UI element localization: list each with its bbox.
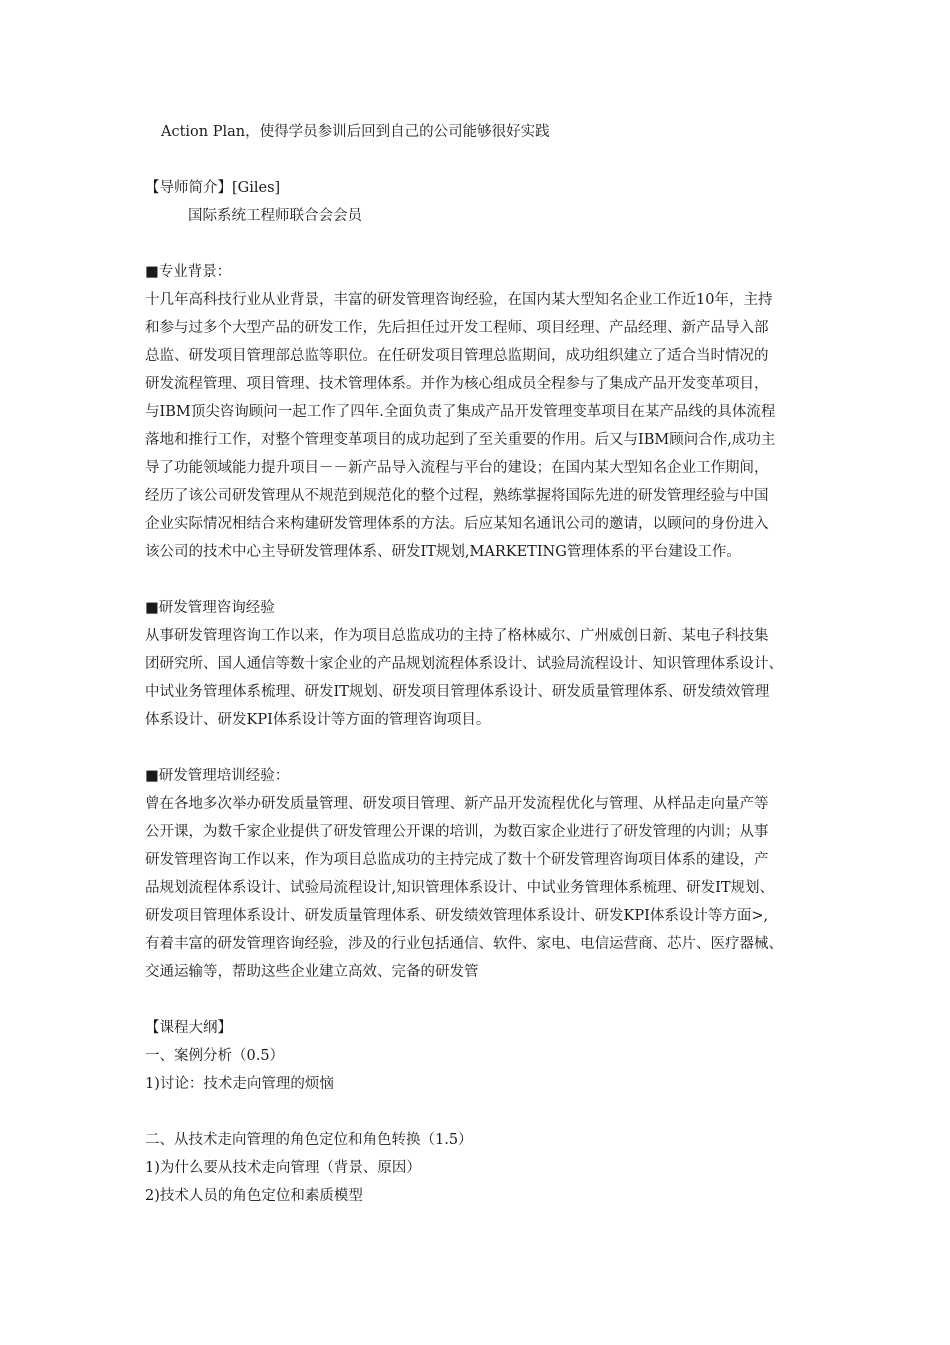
paragraph-line: 与IBM顶尖咨询顾问一起工作了四年.全面负责了集成产品开发管理变革项目在某产品线的具体流程 (145, 404, 776, 420)
paragraph-line: 研发项目管理体系设计、研发质量管理体系、研发绩效管理体系设计、研发KPI体系设计等方面>, (145, 908, 769, 924)
text-line-membership: 国际系统工程师联合会会员 (188, 208, 362, 224)
paragraph-line: 品规划流程体系设计、试验局流程设计,知识管理体系设计、中试业务管理体系梳理、研发IT规划、 (145, 880, 775, 896)
paragraph-line: 从事研发管理咨询工作以来，作为项目总监成功的主持了格林威尔、广州威创日新、某电子科技集 (145, 628, 769, 644)
outline-subitem: 1)为什么要从技术走向管理（背景、原因） (145, 1160, 421, 1176)
paragraph-line: 该公司的技术中心主导研发管理体系、研发IT规划,MARKETING管理体系的平台建设工作。 (145, 544, 741, 560)
paragraph-line: 公开课，为数千家企业提供了研发管理公开课的培训，为数百家企业进行了研发管理的内训；从事 (145, 824, 769, 840)
paragraph-line: 落地和推行工作，对整个管理变革项目的成功起到了至关重要的作用。后又与IBM顾问合作,成功主 (145, 432, 776, 448)
outline-item: 一、案例分析（0.5） (145, 1048, 285, 1064)
paragraph-line: 研发流程管理、项目管理、技术管理体系。并作为核心组成员全程参与了集成产品开发变革项目， (145, 376, 769, 392)
outline-subitem: 1)讨论：技术走向管理的烦恼 (145, 1076, 334, 1092)
subheading-training-experience: ■研发管理培训经验： (145, 768, 290, 784)
paragraph-line: 体系设计、研发KPI体系设计等方面的管理咨询项目。 (145, 712, 491, 728)
paragraph-line: 交通运输等，帮助这些企业建立高效、完备的研发管 (145, 964, 479, 980)
paragraph-line: 团研究所、国人通信等数十家企业的产品规划流程体系设计、试验局流程设计、知识管理体系设计、 (145, 656, 783, 672)
subheading-consulting-experience: ■研发管理咨询经验 (145, 600, 275, 616)
paragraph-line: 十几年高科技行业从业背景，丰富的研发管理咨询经验，在国内某大型知名企业工作近10年，主持 (145, 292, 773, 308)
text-line-action-plan: Action Plan，使得学员参训后回到自己的公司能够很好实践 (161, 124, 550, 140)
paragraph-line: 研发管理咨询工作以来，作为项目总监成功的主持完成了数十个研发管理咨询项目体系的建设，产 (145, 852, 769, 868)
paragraph-line: 和参与过多个大型产品的研发工作，先后担任过开发工程师、项目经理、产品经理、新产品导入部 (145, 320, 769, 336)
paragraph-line: 曾在各地多次举办研发质量管理、研发项目管理、新产品开发流程优化与管理、从样品走向量产等 (145, 796, 769, 812)
subheading-professional-background: ■专业背景： (145, 264, 232, 280)
paragraph-line: 导了功能领域能力提升项目－－新产品导入流程与平台的建设；在国内某大型知名企业工作期间， (145, 460, 769, 476)
paragraph-line: 企业实际情况相结合来构建研发管理体系的方法。后应某知名通讯公司的邀请，以顾问的身份进入 (145, 516, 769, 532)
paragraph-line: 有着丰富的研发管理咨询经验，涉及的行业包括通信、软件、家电、电信运营商、芯片、医疗器械、 (145, 936, 783, 952)
paragraph-line: 中试业务管理体系梳理、研发IT规划、研发项目管理体系设计、研发质量管理体系、研发绩效管理 (145, 684, 770, 700)
outline-item: 二、从技术走向管理的角色定位和角色转换（1.5） (145, 1132, 473, 1148)
paragraph-line: 总监、研发项目管理部总监等职位。在任研发项目管理总监期间，成功组织建立了适合当时情况的 (145, 348, 769, 364)
section-heading-instructor: 【导师简介】[Giles] (145, 180, 281, 196)
paragraph-line: 经历了该公司研发管理从不规范到规范化的整个过程，熟练掌握将国际先进的研发管理经验与中国 (145, 488, 769, 504)
section-heading-course-outline: 【课程大纲】 (145, 1020, 232, 1036)
outline-subitem: 2)技术人员的角色定位和素质模型 (145, 1188, 363, 1204)
